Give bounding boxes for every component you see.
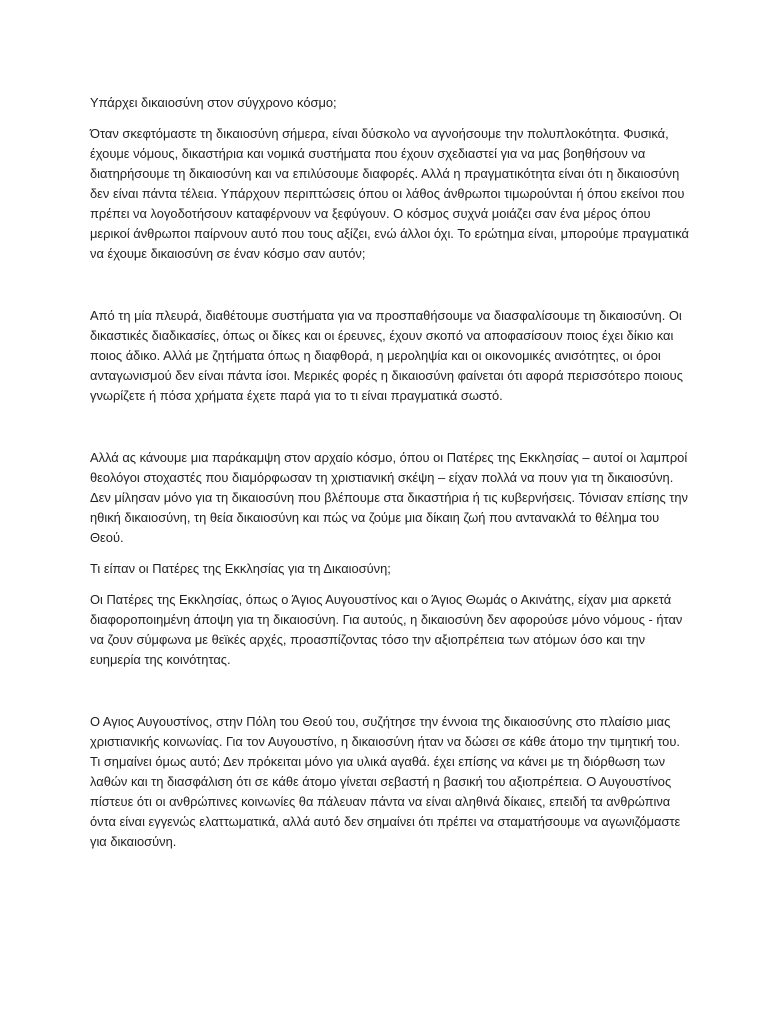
paragraph-1: Όταν σκεφτόμαστε τη δικαιοσύνη σήμερα, είναι δύσκολο να αγνοήσουμε την πολυπλοκότητα. Φυσικά, έχουμε νόμους, δικαστήρια και νομικά συστήματα που έχουν σχεδιαστεί για να μας βοηθήσουν να διατηρήσουμε τη δικαιοσύνη και να επιλύσουμε διαφορές. Αλλά η πραγματικότητα είναι ότι η δικαιοσύνη δεν είναι πάντα τέλεια. Υπάρχουν περιπτώσεις όπου οι λάθος άνθρωποι τιμωρούνται ή όπου εκείνοι που πρέπει να λογοδοτήσουν καταφέρνουν να ξεφύγουν. Ο κόσμος συχνά μοιάζει σαν ένα μέρος όπου μερικοί άνθρωποι παίρνουν αυτό που τους αξίζει, ενώ άλλοι όχι. Το ερώτημα είναι, μπορούμε πραγματικά να έχουμε δικαιοσύνη σε έναν κόσμο σαν αυτόν;	[90, 126, 689, 261]
paragraph-2: Από τη μία πλευρά, διαθέτουμε συστήματα για να προσπαθήσουμε να διασφαλίσουμε τη δικαιοσύνη. Οι δικαστικές διαδικασίες, όπως οι δίκες και οι έρευνες, έχουν σκοπό να αποφασίσουν ποιος έχει δίκιο και ποιος άδικο. Αλλά με ζητήματα όπως η διαφθορά, η μεροληψία και οι οικονομικές ανισότητες, οι όροι ανταγωνισμού δεν είναι πάντα ίσοι. Μερικές φορές η δικαιοσύνη φαίνεται ότι αφορά περισσότερο ποιους γνωρίζετε ή πόσα χρήματα έχετε παρά για το τι είναι πραγματικά σωστό.	[90, 308, 683, 403]
section-heading: Τι είπαν οι Πατέρες της Εκκλησίας για τη Δικαιοσύνη;	[90, 561, 391, 576]
paragraph-3: Αλλά ας κάνουμε μια παράκαμψη στον αρχαίο κόσμο, όπου οι Πατέρες της Εκκλησίας – αυτοί οι λαμπροί θεολόγοι στοχαστές που διαμόρφωσαν τη χριστιανική σκέψη – είχαν πολλά να πουν για τη δικαιοσύνη. Δεν μίλησαν μόνο για τη δικαιοσύνη που βλέπουμε στα δικαστήρια ή τις κυβερνήσεις. Τόνισαν επίσης την ηθική δικαιοσύνη, τη θεία δικαιοσύνη και πώς να ζούμε μια δίκαιη ζωή που αντανακλά το θέλημα του Θεού.	[90, 450, 688, 545]
document-body	[90, 93, 690, 863]
document-heading: Υπάρχει δικαιοσύνη στον σύγχρονο κόσμο;	[90, 95, 337, 110]
paragraph-5: Ο Αγιος Αυγουστίνος, στην Πόλη του Θεού του, συζήτησε την έννοια της δικαιοσύνης στο πλαίσιο μιας χριστιανικής κοινωνίας. Για τον Αυγουστίνο, η δικαιοσύνη ήταν να δώσει σε κάθε άτομο την τιμητική του. Τι σημαίνει όμως αυτό; Δεν πρόκειται μόνο για υλικά αγαθά. έχει επίσης να κάνει με τη διόρθωση των λαθών και τη διασφάλιση ότι σε κάθε άτομο γίνεται σεβαστή η βασική του αξιοπρέπεια. Ο Αυγουστίνος πίστευε ότι οι ανθρώπινες κοινωνίες θα πάλευαν πάντα να είναι αληθινά δίκαιες, επειδή τα ανθρώπινα όντα είναι εγγενώς ελαττωματικά, αλλά αυτό δεν σημαίνει ότι πρέπει να σταματήσουμε να αγωνιζόμαστε για δικαιοσύνη.	[90, 714, 681, 849]
paragraph-4: Οι Πατέρες της Εκκλησίας, όπως ο Άγιος Αυγουστίνος και ο Άγιος Θωμάς ο Ακινάτης, είχαν μια αρκετά διαφοροποιημένη άποψη για τη δικαιοσύνη. Για αυτούς, η δικαιοσύνη δεν αφορούσε μόνο νόμους - ήταν να ζουν σύμφωνα με θεϊκές αρχές, προασπίζοντας τόσο την αξιοπρέπεια των ατόμων όσο και την ευημερία της κοινότητας.	[90, 592, 683, 667]
